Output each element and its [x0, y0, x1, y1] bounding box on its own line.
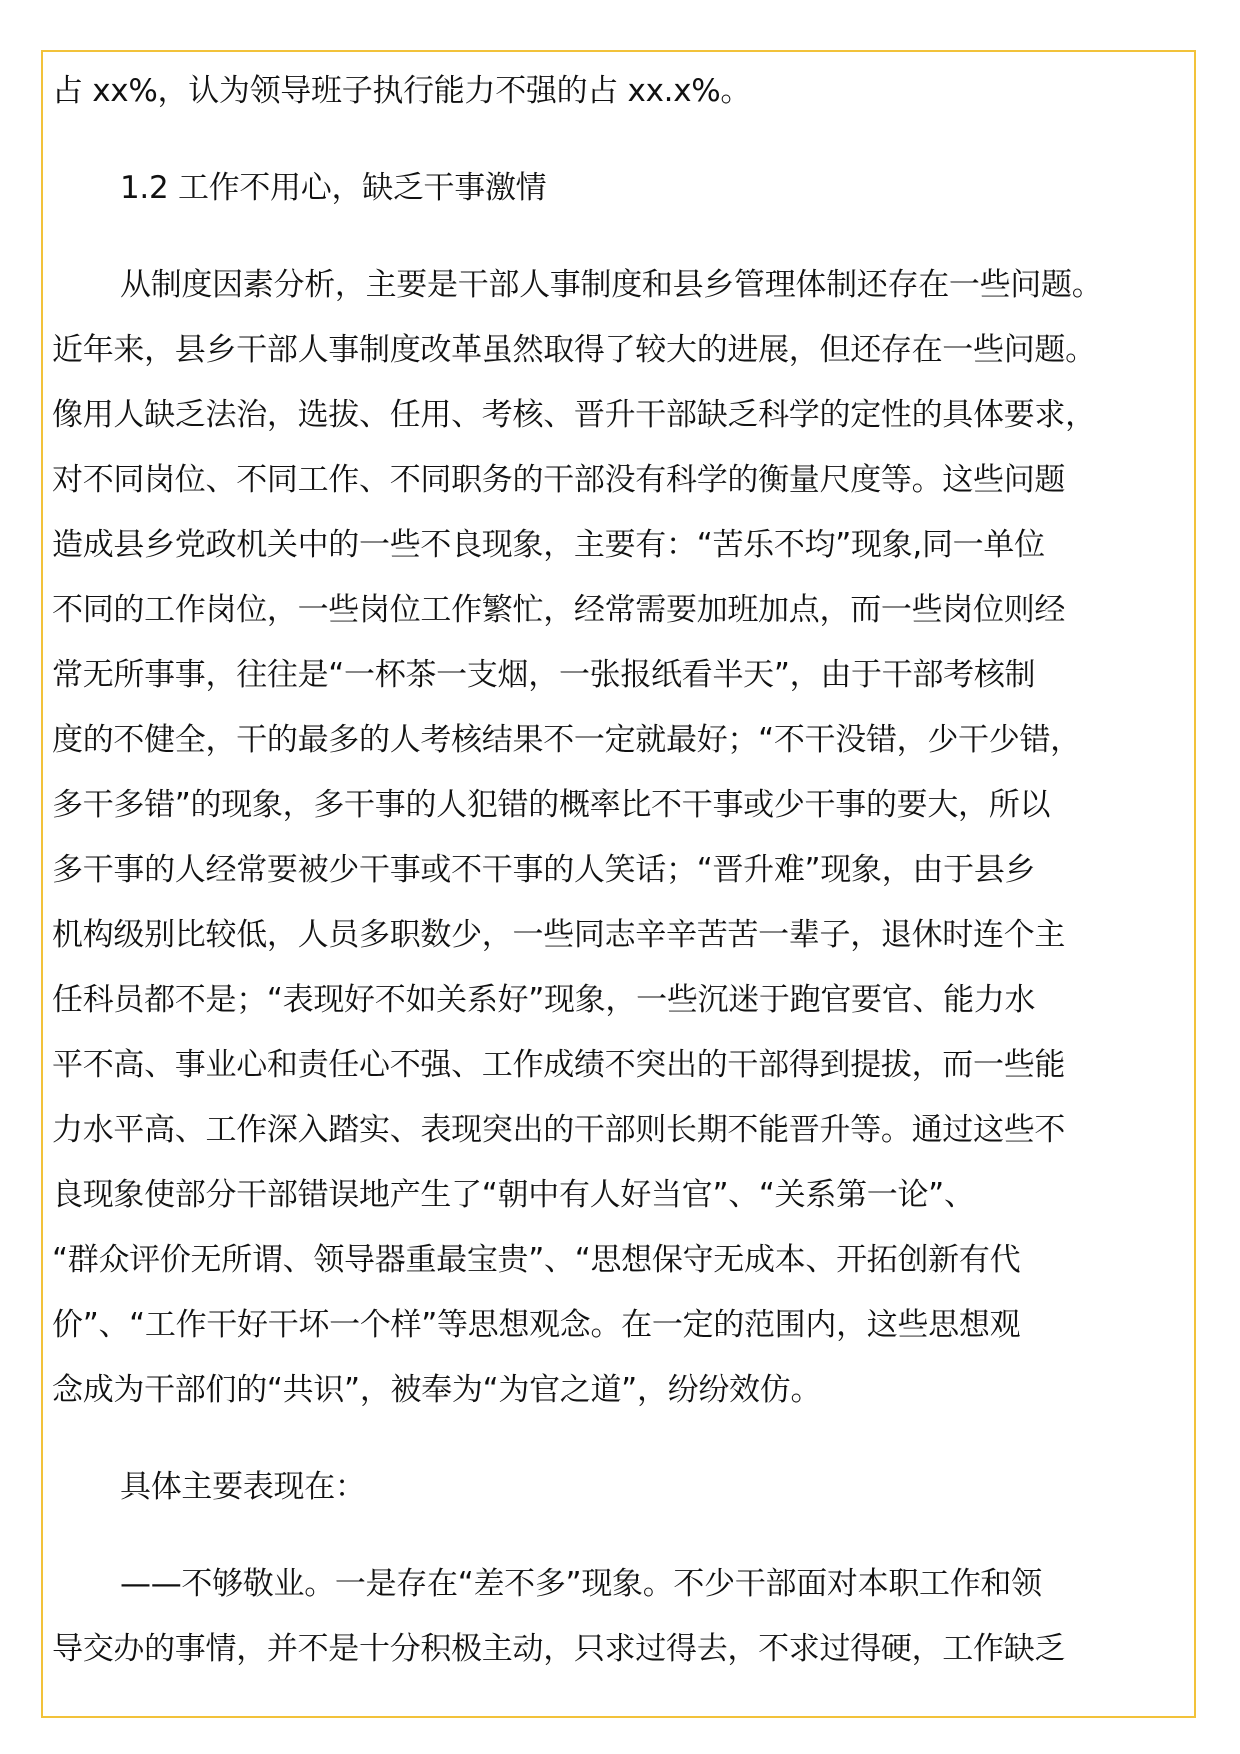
paragraph-line: 机构级别比较低，人员多职数少，一些同志辛辛苦苦一辈子，退休时连个主	[52, 917, 1066, 953]
paragraph-line: 具体主要表现在：	[120, 1469, 366, 1505]
paragraph-line: 念成为干部们的“共识”，被奉为“为官之道”，纷纷效仿。	[52, 1372, 822, 1408]
paragraph-line: 近年来，县乡干部人事制度改革虽然取得了较大的进展，但还存在一些问题。	[52, 332, 1096, 368]
paragraph-line: 任科员都不是；“表现好不如关系好”现象，一些沉迷于跑官要官、能力水	[52, 982, 1036, 1018]
paragraph-line: 价”、“工作干好干坏一个样”等思想观念。在一定的范围内，这些思想观	[52, 1307, 1021, 1343]
paragraph-line: 平不高、事业心和责任心不强、工作成绩不突出的干部得到提拔，而一些能	[52, 1047, 1066, 1083]
paragraph-dedication	[52, 1559, 1202, 1689]
paragraph-system-factors	[52, 260, 1202, 1430]
paragraph-line: 良现象使部分干部错误地产生了“朝中有人好当官”、“关系第一论”、	[52, 1177, 975, 1213]
paragraph-line: 力水平高、工作深入踏实、表现突出的干部则长期不能晋升等。通过这些不	[52, 1112, 1066, 1148]
document-body	[52, 66, 1202, 1689]
paragraph-line: 导交办的事情，并不是十分积极主动，只求过得去，不求过得硬，工作缺乏	[52, 1631, 1066, 1667]
paragraph-line: 多干事的人经常要被少干事或不干事的人笑话；“晋升难”现象，由于县乡	[52, 852, 1036, 888]
paragraph-line: 度的不健全，干的最多的人考核结果不一定就最好；“不干没错，少干少错，	[52, 722, 1081, 758]
paragraph-line: 造成县乡党政机关中的一些不良现象，主要有：“苦乐不均”现象,同一单位	[52, 527, 1045, 563]
paragraph-line: 常无所事事，往往是“一杯茶一支烟，一张报纸看半天”，由于干部考核制	[52, 657, 1036, 693]
paragraph-line: “群众评价无所谓、领导器重最宝贵”、“思想保守无成本、开拓创新有代	[52, 1242, 1021, 1278]
paragraph-line: 占 xx%，认为领导班子执行能力不强的占 xx.x%。	[52, 73, 752, 109]
paragraph-line: 不同的工作岗位，一些岗位工作繁忙，经常需要加班加点，而一些岗位则经	[52, 592, 1066, 628]
paragraph-line: 从制度因素分析，主要是干部人事制度和县乡管理体制还存在一些问题。	[120, 267, 1103, 303]
section-heading: 1.2 工作不用心，缺乏干事激情	[120, 170, 547, 206]
paragraph-line: 像用人缺乏法治，选拔、任用、考核、晋升干部缺乏科学的定性的具体要求，	[52, 397, 1096, 433]
paragraph-line: 对不同岗位、不同工作、不同职务的干部没有科学的衡量尺度等。这些问题	[52, 462, 1066, 498]
paragraph-line: ——不够敬业。一是存在“差不多”现象。不少干部面对本职工作和领	[120, 1566, 1042, 1602]
paragraph-line: 多干多错”的现象，多干事的人犯错的概率比不干事或少干事的要大，所以	[52, 787, 1051, 823]
